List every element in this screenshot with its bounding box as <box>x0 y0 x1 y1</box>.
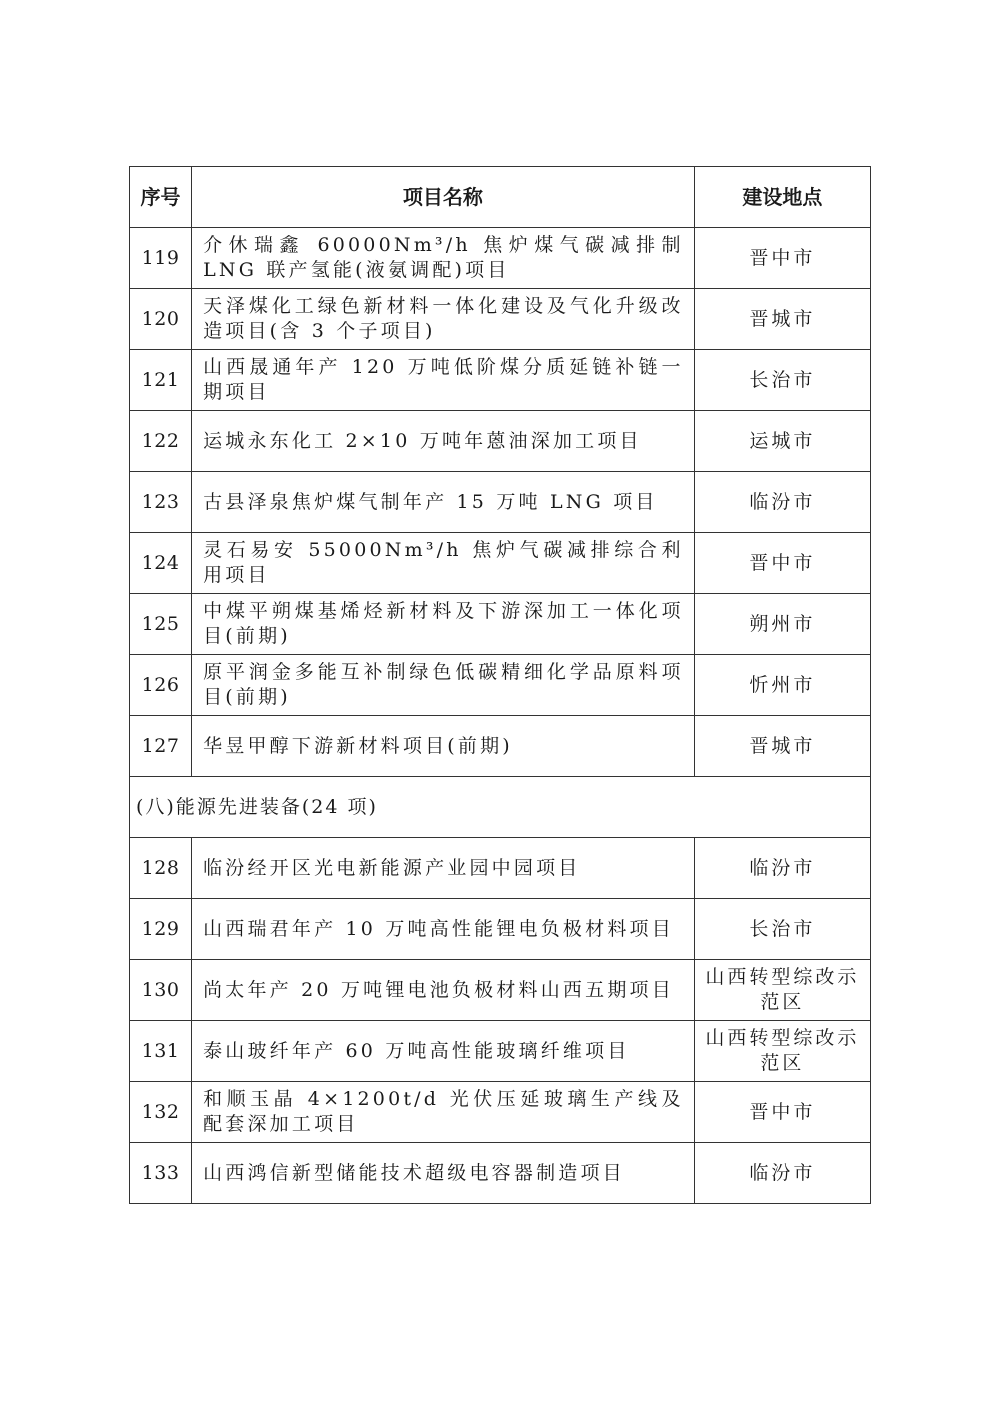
row-location: 晋中市 <box>694 228 870 289</box>
row-project-name: 中煤平朔煤基烯烃新材料及下游深加工一体化项目(前期) <box>192 594 695 655</box>
row-number: 131 <box>130 1021 192 1082</box>
row-number: 133 <box>130 1143 192 1204</box>
row-location: 忻州市 <box>694 655 870 716</box>
row-number: 125 <box>130 594 192 655</box>
table-row <box>130 289 871 350</box>
project-table <box>129 166 871 1204</box>
row-project-name: 介休瑞鑫 60000Nm³/h 焦炉煤气碳减排制 LNG 联产氢能(液氨调配)项目 <box>192 228 695 289</box>
table-row <box>130 1082 871 1143</box>
row-number: 127 <box>130 716 192 777</box>
table-row <box>130 716 871 777</box>
table-row <box>130 1021 871 1082</box>
row-number: 126 <box>130 655 192 716</box>
row-number: 128 <box>130 838 192 899</box>
table-row <box>130 411 871 472</box>
row-location: 临汾市 <box>694 1143 870 1204</box>
row-location: 朔州市 <box>694 594 870 655</box>
section-heading: (八)能源先进装备(24 项) <box>130 777 871 838</box>
row-project-name: 天泽煤化工绿色新材料一体化建设及气化升级改造项目(含 3 个子项目) <box>192 289 695 350</box>
table-header-row <box>130 167 871 228</box>
row-number: 132 <box>130 1082 192 1143</box>
table-row <box>130 655 871 716</box>
row-location: 临汾市 <box>694 838 870 899</box>
row-project-name: 泰山玻纤年产 60 万吨高性能玻璃纤维项目 <box>192 1021 695 1082</box>
section-row <box>130 777 871 838</box>
row-number: 123 <box>130 472 192 533</box>
row-location: 晋城市 <box>694 289 870 350</box>
row-location: 临汾市 <box>694 472 870 533</box>
row-project-name: 临汾经开区光电新能源产业园中园项目 <box>192 838 695 899</box>
table-row <box>130 533 871 594</box>
row-number: 124 <box>130 533 192 594</box>
row-location: 运城市 <box>694 411 870 472</box>
row-number: 121 <box>130 350 192 411</box>
row-project-name: 尚太年产 20 万吨锂电池负极材料山西五期项目 <box>192 960 695 1021</box>
header-location: 建设地点 <box>694 167 870 228</box>
header-project-name: 项目名称 <box>192 167 695 228</box>
row-project-name: 华昱甲醇下游新材料项目(前期) <box>192 716 695 777</box>
row-location: 山西转型综改示范区 <box>694 960 870 1021</box>
row-project-name: 山西晟通年产 120 万吨低阶煤分质延链补链一期项目 <box>192 350 695 411</box>
table-row <box>130 960 871 1021</box>
header-number: 序号 <box>130 167 192 228</box>
row-project-name: 和顺玉晶 4×1200t/d 光伏压延玻璃生产线及配套深加工项目 <box>192 1082 695 1143</box>
row-location: 长治市 <box>694 350 870 411</box>
table-row <box>130 838 871 899</box>
row-number: 122 <box>130 411 192 472</box>
table-row <box>130 899 871 960</box>
table-row <box>130 350 871 411</box>
row-location: 晋中市 <box>694 1082 870 1143</box>
table-row <box>130 594 871 655</box>
row-number: 119 <box>130 228 192 289</box>
table-row <box>130 228 871 289</box>
row-project-name: 山西鸿信新型储能技术超级电容器制造项目 <box>192 1143 695 1204</box>
row-location: 晋中市 <box>694 533 870 594</box>
table-row <box>130 472 871 533</box>
row-project-name: 原平润金多能互补制绿色低碳精细化学品原料项目(前期) <box>192 655 695 716</box>
row-project-name: 山西瑞君年产 10 万吨高性能锂电负极材料项目 <box>192 899 695 960</box>
row-number: 129 <box>130 899 192 960</box>
row-project-name: 运城永东化工 2×10 万吨年蒽油深加工项目 <box>192 411 695 472</box>
row-number: 120 <box>130 289 192 350</box>
row-location: 山西转型综改示范区 <box>694 1021 870 1082</box>
row-project-name: 灵石易安 55000Nm³/h 焦炉气碳减排综合利用项目 <box>192 533 695 594</box>
table-row <box>130 1143 871 1204</box>
row-location: 长治市 <box>694 899 870 960</box>
row-location: 晋城市 <box>694 716 870 777</box>
row-project-name: 古县泽泉焦炉煤气制年产 15 万吨 LNG 项目 <box>192 472 695 533</box>
row-number: 130 <box>130 960 192 1021</box>
